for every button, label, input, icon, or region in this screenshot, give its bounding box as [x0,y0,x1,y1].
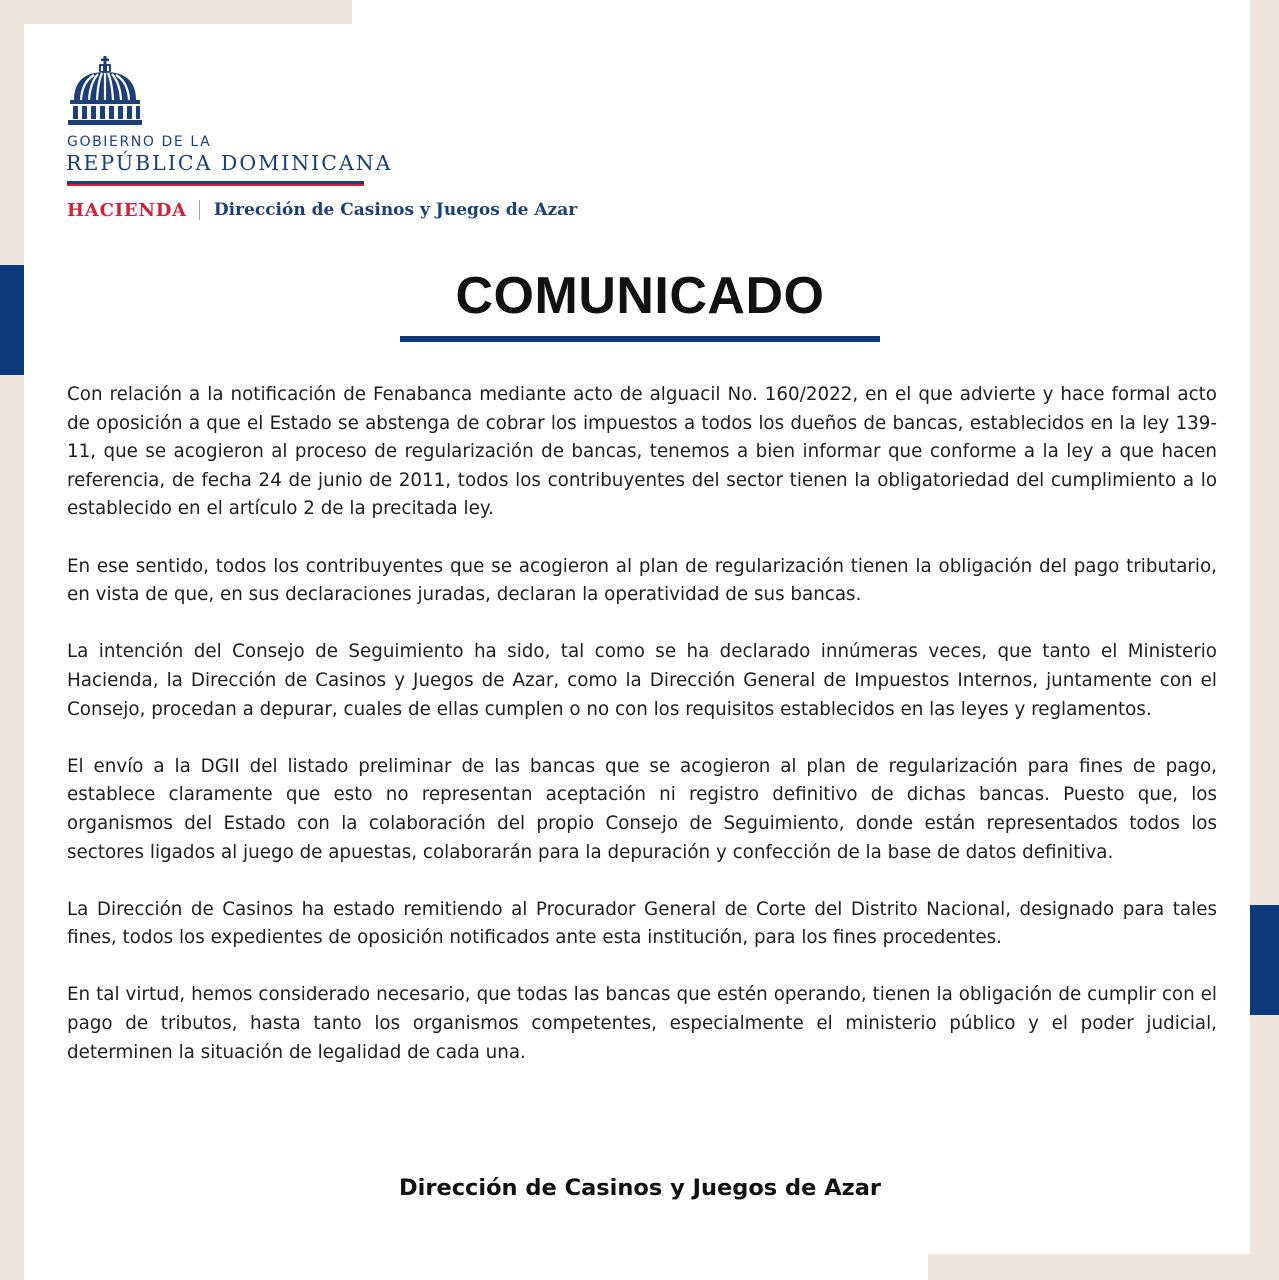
department-separator [199,200,200,220]
decorative-beige-band-right [1250,0,1279,1280]
page-title: COMUNICADO [455,267,825,325]
paragraph: La Dirección de Casinos ha estado remitiendo al Procurador General de Corte del Distrito Nacional, designado para tales fines, todos los expedientes de oposición notificados ante esta institución, para los fines procedentes. [67,898,1217,949]
department-line [67,197,577,223]
signature: Dirección de Casinos y Juegos de Azar [398,1175,882,1201]
logo-stripe-red [67,184,364,186]
government-dome-emblem-icon [66,56,144,126]
paragraph: Con relación a la notificación de Fenabanca mediante acto de alguacil No. 160/2022, en el que advierte y hace formal acto de oposición a que el Estado se abstenga de cobrar los impuestos a todos los dueños de bancas, establecidos en la ley 139-11, que se acogieron al proceso de regularización de bancas, tenemos a bien informar que conforme a la ley a que hacen referencia, de fecha 24 de junio de 2011, todos los contribuyentes del sector tienen la obligatoriedad del cumplimiento a lo establecido en el artículo 2 de la precitada ley. [67,384,1217,520]
decorative-beige-band-bottom [928,1254,1279,1280]
paragraph: En tal virtud, hemos considerado necesario, que todas las bancas que estén operando, tienen la obligación de cumplir con el pago de tributos, hasta tanto los organismos competentes, especialmente el ministerio público y el poder judicial, determinen la situación de legalidad de cada una. [67,984,1217,1063]
government-line-1: GOBIERNO DE LA [67,134,212,150]
directorate-name: Dirección de Casinos y Juegos de Azar [213,200,578,220]
government-line-2: REPÚBLICA DOMINICANA [66,151,393,175]
title-underline [400,336,880,342]
decorative-beige-band-top [0,0,352,24]
communique-body [67,381,1217,1067]
ministry-name: HACIENDA [67,199,187,221]
paragraph: La intención del Consejo de Seguimiento ha sido, tal como se ha declarado innúmeras veces, que tanto el Ministerio Hacienda, la Dirección de Casinos y Juegos de Azar, como la Dirección General de Impuestos Internos, juntamente con el Consejo, procedan a depurar, cuales de ellas cumplen o no con los requisitos establecidos en las leyes y reglamentos. [67,641,1217,720]
decorative-blue-bar-left [0,265,24,375]
paragraph: El envío a la DGII del listado preliminar de las bancas que se acogieron al plan de regularización para fines de pago, establece claramente que esto no representan aceptación ni registro definitivo de dichas bancas. Puesto que, los organismos del Estado con la colaboración del propio Consejo de Seguimiento, donde están representados todos los sectores ligados al juego de apuestas, colaborarán para la depuración y confección de la base de datos definitiva. [67,755,1217,863]
decorative-beige-band-left [0,0,24,1280]
paragraph: En ese sentido, todos los contribuyentes que se acogieron al plan de regularización tienen la obligación del pago tributario, en vista de que, en sus declaraciones juradas, declaran la operatividad de sus bancas. [67,555,1217,606]
decorative-blue-bar-right [1250,905,1279,1015]
